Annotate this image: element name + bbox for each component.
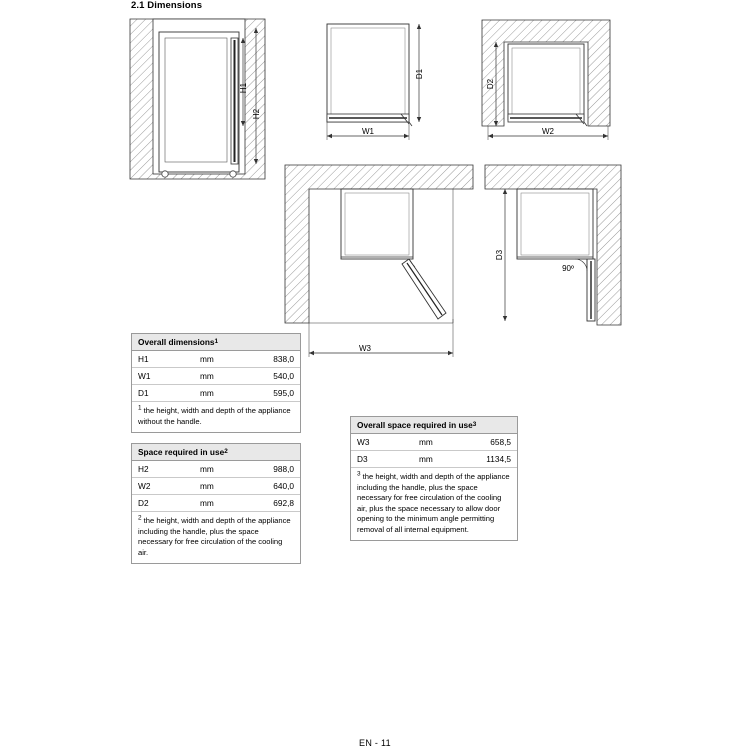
table-header-label: Overall dimensions <box>138 337 215 347</box>
row-unit: mm <box>200 481 214 491</box>
table-row <box>132 495 300 512</box>
row-unit: mm <box>200 498 214 508</box>
table-footnote <box>132 402 300 432</box>
diagram-door-open-d3 <box>483 163 623 333</box>
table-row <box>132 368 300 385</box>
svg-text:W1: W1 <box>362 127 374 136</box>
table-row <box>132 385 300 402</box>
table-footnote <box>132 512 300 563</box>
footnote-text: the height, width and depth of the appliance including the handle, plus the space necessary for free circulation of the cooling air. <box>138 516 291 557</box>
row-label: W2 <box>138 481 151 491</box>
table-space-required-in-use <box>131 443 301 564</box>
svg-text:D3: D3 <box>495 249 504 261</box>
table-header-label: Space required in use <box>138 447 225 457</box>
diagram-door-open-w3 <box>283 163 478 368</box>
row-label: D3 <box>357 454 368 464</box>
table-header-label: Overall space required in use <box>357 420 473 430</box>
row-value: 838,0 <box>273 354 294 364</box>
svg-text:W2: W2 <box>542 127 554 136</box>
diagram-top-view-w2-d2 <box>480 14 625 149</box>
svg-text:H1: H1 <box>239 82 248 94</box>
row-unit: mm <box>200 464 214 474</box>
row-unit: mm <box>419 454 433 464</box>
diagram-front-view <box>125 14 305 184</box>
footnote-marker: 3 <box>357 470 361 478</box>
row-unit: mm <box>200 388 214 398</box>
footnote-marker: 1 <box>138 404 142 412</box>
row-value: 1134,5 <box>486 454 511 464</box>
page-title: 2.1 Dimensions <box>131 0 203 11</box>
row-label: D2 <box>138 498 149 508</box>
footnote-text: the height, width and depth of the appliance without the handle. <box>138 406 291 426</box>
table-row <box>132 461 300 478</box>
table-row <box>132 351 300 368</box>
row-value: 988,0 <box>273 464 294 474</box>
row-value: 658,5 <box>490 437 511 447</box>
row-value: 640,0 <box>273 481 294 491</box>
diagram-top-view-w1-d1 <box>315 14 445 149</box>
footnote-text: the height, width and depth of the appliance including the handle, plus the space necessary for free circulation of the cooling air, plus the space necessary to allow door opening to the minimum angle permitting removal of all internal equipment. <box>357 472 510 534</box>
row-value: 540,0 <box>273 371 294 381</box>
table-row <box>351 434 517 451</box>
table-header: Space required in use 2 <box>132 444 300 461</box>
table-row <box>132 478 300 495</box>
page-footer: EN - 11 <box>359 738 391 748</box>
svg-text:D1: D1 <box>415 68 424 80</box>
row-value: 692,8 <box>273 498 294 508</box>
svg-text:D2: D2 <box>486 78 495 90</box>
row-unit: mm <box>419 437 433 447</box>
row-unit: mm <box>200 354 214 364</box>
row-label: W3 <box>357 437 370 447</box>
footnote-marker: 2 <box>138 514 142 522</box>
table-overall-dimensions <box>131 333 301 433</box>
row-unit: mm <box>200 371 214 381</box>
table-header: Overall dimensions 1 <box>132 334 300 351</box>
svg-text:H2: H2 <box>252 108 261 120</box>
svg-text:90º: 90º <box>562 264 574 273</box>
row-value: 595,0 <box>273 388 294 398</box>
row-label: D1 <box>138 388 149 398</box>
table-header: Overall space required in use 3 <box>351 417 517 434</box>
table-row <box>351 451 517 468</box>
row-label: H2 <box>138 464 149 474</box>
table-footnote <box>351 468 517 540</box>
table-overall-space-required-in-use <box>350 416 518 541</box>
row-label: W1 <box>138 371 151 381</box>
row-label: H1 <box>138 354 149 364</box>
svg-text:W3: W3 <box>359 344 371 353</box>
